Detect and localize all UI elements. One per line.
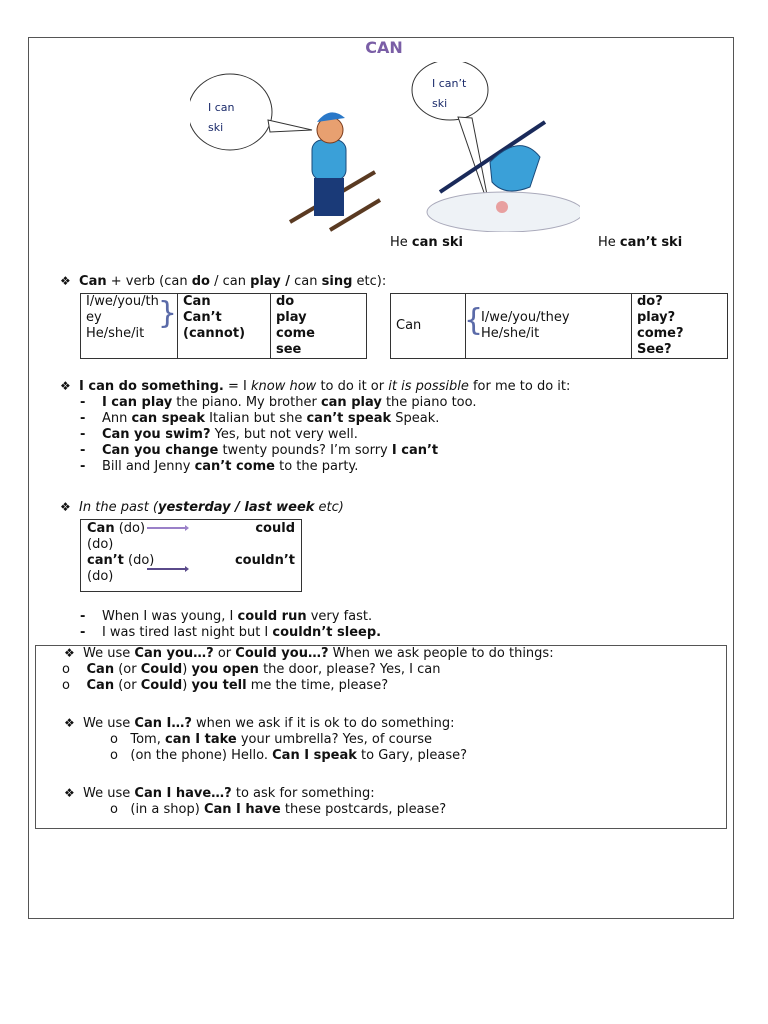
subjects-cell: I/we/you/th ey He/she/it } <box>81 294 178 359</box>
arrow-head-icon <box>185 566 189 572</box>
text-run: could run <box>237 609 307 624</box>
past-row-3: can’t (do) couldn’t <box>87 553 295 568</box>
text-run: or <box>213 646 236 661</box>
past-row-2: (do) <box>87 537 114 552</box>
text-run: you open <box>191 662 259 677</box>
text-run: (in a shop) <box>130 802 204 817</box>
text-run: I was tired last night but I <box>101 625 273 640</box>
circle-bullet-icon: o <box>110 802 118 817</box>
text-run: you tell <box>191 678 247 693</box>
list-item: - Can you swim? Yes, but not very well. <box>80 427 358 442</box>
section3-list <box>80 609 381 641</box>
list-item <box>110 732 554 748</box>
text-run: to do it or <box>316 379 389 394</box>
text-run: We use <box>83 716 135 731</box>
text-runs <box>130 802 446 817</box>
right-bubble-line-2: ski <box>432 97 448 110</box>
diamond-bullet-icon: ❖ <box>60 379 71 393</box>
text-runs <box>79 274 386 289</box>
text-run: can I take <box>165 732 237 747</box>
text-run: the door, please? Yes, I can <box>258 662 441 677</box>
text-runs <box>102 609 372 624</box>
text-run: can <box>290 274 322 289</box>
text-run: yesterday / last week <box>158 500 315 515</box>
text-run: Can you swim? <box>101 427 211 442</box>
requests-content <box>64 645 554 818</box>
text-run: Can I speak <box>272 748 357 763</box>
question-verbs-cell: do? play? come? See? <box>632 294 728 359</box>
text-run: When we ask people to do things: <box>328 646 554 661</box>
text-run: Could <box>140 662 183 677</box>
text-run: (on the phone) Hello. <box>130 748 273 763</box>
left-speech-bubble <box>208 98 235 138</box>
arrow-head-icon <box>185 525 189 531</box>
text-run: We use <box>83 646 135 661</box>
text-runs <box>83 646 554 661</box>
text-run: I can play <box>101 395 173 410</box>
text-run: Can I have <box>203 802 281 817</box>
text-run: can play <box>320 395 382 410</box>
text-run: know how <box>251 379 317 394</box>
modals-cell: Can Can’t (cannot) <box>178 294 271 359</box>
list-item <box>110 802 554 818</box>
text-run: play / <box>250 274 291 289</box>
text-run: can’t come <box>194 459 275 474</box>
text-runs <box>87 662 441 677</box>
text-run: it is possible <box>388 379 469 394</box>
text-run: these postcards, please? <box>280 802 447 817</box>
text-run: Could you…? <box>235 646 329 661</box>
text-run: Can I…? <box>134 716 192 731</box>
requests-p2 <box>64 715 554 732</box>
circle-bullet-icon: o <box>110 732 118 747</box>
affirmative-table <box>80 293 367 359</box>
skier-illustration <box>190 60 390 235</box>
text-run: I can’t <box>391 443 439 458</box>
text-run: / can <box>210 274 251 289</box>
requests-p1 <box>64 645 554 662</box>
text-run: can’t speak <box>306 411 392 426</box>
text-run: In the past ( <box>79 500 158 515</box>
text-runs <box>102 411 440 426</box>
right-bubble-line-1: I can’t <box>432 77 467 90</box>
text-run: can speak <box>131 411 205 426</box>
text-runs <box>79 500 344 515</box>
text-run: I can do something. <box>79 379 224 394</box>
arrow-icons <box>145 524 190 574</box>
section3-heading <box>60 499 344 516</box>
text-run: (or <box>114 662 141 677</box>
text-run: ) <box>182 678 192 693</box>
text-run: to the party. <box>274 459 359 474</box>
text-run: very fast. <box>306 609 373 624</box>
text-run: Can <box>79 274 107 289</box>
section2-heading <box>60 378 570 395</box>
circle-bullet-icon: o <box>62 662 70 677</box>
text-run: to ask for something: <box>231 786 375 801</box>
text-run: Can you…? <box>134 646 214 661</box>
past-row-1: Can (do) could <box>87 521 295 536</box>
text-run: your umbrella? Yes, of course <box>236 732 433 747</box>
text-run: to Gary, please? <box>356 748 468 763</box>
text-run: twenty pounds? I’m sorry <box>218 443 392 458</box>
diamond-bullet-icon: ❖ <box>60 500 71 514</box>
list-item: - Bill and Jenny can’t come to the party. <box>80 459 359 474</box>
text-run: couldn’t sleep. <box>272 625 382 640</box>
past-tense-box <box>80 519 302 592</box>
text-runs <box>102 459 358 474</box>
text-run: Yes, but not very well. <box>210 427 358 442</box>
list-item <box>62 678 554 694</box>
verbs-cell: do play come see <box>271 294 367 359</box>
diamond-bullet-icon: ❖ <box>64 646 75 660</box>
left-bubble-line-2: ski <box>208 121 224 134</box>
past-row-4: (do) <box>87 569 114 584</box>
question-table <box>390 293 728 359</box>
text-run: for me to do it: <box>468 379 571 394</box>
text-run: + verb (can <box>106 274 192 289</box>
text-run: Can I have…? <box>134 786 232 801</box>
text-run: me the time, please? <box>246 678 389 693</box>
circle-bullet-icon: o <box>110 748 118 763</box>
text-runs <box>130 732 432 747</box>
text-run: When I was young, I <box>101 609 238 624</box>
left-bubble-line-1: I can <box>208 101 235 114</box>
diamond-bullet-icon: ❖ <box>64 786 75 800</box>
list-item <box>110 748 554 764</box>
text-run: when we ask if it is ok to do something: <box>191 716 455 731</box>
right-caption: He can’t ski <box>598 235 683 250</box>
text-run: Bill and Jenny <box>101 459 195 474</box>
skier-drawing <box>190 60 390 235</box>
text-run: We use <box>83 786 135 801</box>
list-item: - I was tired last night but I couldn’t sleep. <box>80 625 382 640</box>
text-runs <box>83 786 375 801</box>
question-modal-cell: Can <box>391 294 466 359</box>
list-item: - I can play the piano. My brother can play the piano too. <box>80 395 477 410</box>
section2-list <box>80 395 477 475</box>
question-subjects-cell: { I/we/you/they He/she/it <box>466 294 632 359</box>
text-run: Could <box>140 678 183 693</box>
text-run: Speak. <box>391 411 440 426</box>
list-item <box>62 662 554 678</box>
circle-bullet-icon: o <box>62 678 70 693</box>
diamond-bullet-icon: ❖ <box>60 274 71 288</box>
section1-heading <box>60 273 386 290</box>
page-title: CAN <box>365 38 403 57</box>
text-run: Can <box>86 662 115 677</box>
text-runs <box>130 748 467 763</box>
text-runs <box>102 427 358 442</box>
text-run: Can you change <box>101 443 219 458</box>
text-runs <box>102 625 381 640</box>
brace-icon: } <box>157 296 177 331</box>
text-run: the piano too. <box>381 395 477 410</box>
list-item: - When I was young, I could run very fast. <box>80 609 373 624</box>
text-runs <box>102 395 477 410</box>
text-run: do <box>191 274 210 289</box>
text-runs <box>83 716 454 731</box>
text-runs <box>79 379 570 394</box>
text-run: etc) <box>314 500 344 515</box>
text-run: Ann <box>101 411 132 426</box>
text-run: Can <box>86 678 115 693</box>
text-runs <box>87 678 389 693</box>
text-run: (or <box>114 678 141 693</box>
text-runs <box>102 443 438 458</box>
left-caption: He can ski <box>390 235 464 250</box>
text-run: Italian but she <box>205 411 307 426</box>
right-speech-bubble <box>432 74 466 114</box>
text-run: sing <box>321 274 353 289</box>
list-item: - Can you change twenty pounds? I’m sorry I can’t <box>80 443 439 458</box>
brace-icon: { <box>464 303 484 338</box>
text-run: the piano. My brother <box>172 395 321 410</box>
text-run: etc): <box>352 274 387 289</box>
text-run: Tom, <box>130 732 165 747</box>
diamond-bullet-icon: ❖ <box>64 716 75 730</box>
list-item: - Ann can speak Italian but she can’t speak Speak. <box>80 411 440 426</box>
text-run: ) <box>182 662 192 677</box>
text-run: = I <box>223 379 251 394</box>
requests-p3 <box>64 785 554 802</box>
